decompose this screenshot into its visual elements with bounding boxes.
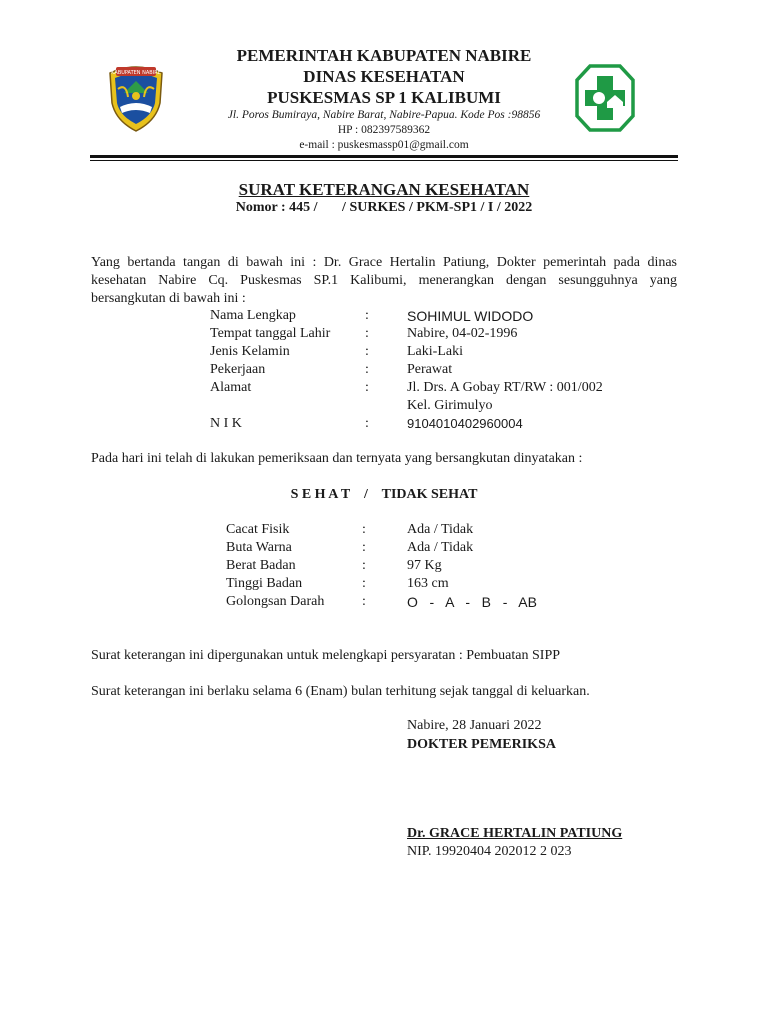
- identity-value-birth: Nabire, 04-02-1996: [407, 326, 518, 341]
- signer-role: DOKTER PEMERIKSA: [407, 737, 556, 752]
- health-status: S E H A T / TIDAK SEHAT: [290, 487, 478, 502]
- health-value-height: 163 cm: [407, 576, 449, 591]
- intro-paragraph: Yang bertanda tangan di bawah ini : Dr. Grace Hertalin Patiung, Dokter pemerintah pada dinas kesehatan Nabire Cq. Puskesmas SP.1 Kalibumi, menerangkan dengan sesungguhnya yang bersangkutan di bawah ini :: [91, 255, 677, 306]
- purpose-statement: Surat keterangan ini dipergunakan untuk melengkapi persyaratan : Pembuatan SIPP: [91, 648, 561, 663]
- identity-colon: :: [365, 308, 369, 323]
- health-label-weight: Berat Badan: [226, 558, 296, 573]
- health-value-weight: 97 Kg: [407, 558, 442, 573]
- health-label-disability: Cacat Fisik: [226, 522, 290, 537]
- identity-colon: :: [365, 380, 369, 395]
- identity-label-nik: N I K: [210, 416, 242, 431]
- health-colon: :: [362, 576, 366, 591]
- exam-statement: Pada hari ini telah di lakukan pemeriksaan dan ternyata yang bersangkutan dinyatakan :: [91, 451, 583, 466]
- header-address: Jl. Poros Bumiraya, Nabire Barat, Nabire-Papua. Kode Pos :98856: [227, 109, 541, 121]
- health-value-color-blind: Ada / Tidak: [407, 540, 474, 555]
- identity-value-name: SOHIMUL WIDODO: [407, 308, 534, 324]
- identity-colon: :: [365, 362, 369, 377]
- health-label-blood-type: Golongsan Darah: [226, 594, 325, 609]
- place-date: Nabire, 28 Januari 2022: [407, 718, 542, 733]
- identity-label-address: Alamat: [210, 380, 252, 395]
- identity-colon: :: [365, 416, 369, 431]
- health-colon: :: [362, 540, 366, 555]
- health-value-disability: Ada / Tidak: [407, 522, 474, 537]
- header-divider-thin: [90, 160, 678, 161]
- health-colon: :: [362, 522, 366, 537]
- header-line-agency: DINAS KESEHATAN: [303, 67, 465, 86]
- signer-name: Dr. GRACE HERTALIN PATIUNG: [407, 826, 623, 841]
- header-email: e-mail : puskesmassp01@gmail.com: [299, 139, 469, 151]
- health-colon: :: [362, 558, 366, 573]
- health-label-height: Tinggi Badan: [226, 576, 303, 591]
- health-colon: :: [362, 594, 366, 609]
- health-label-color-blind: Buta Warna: [226, 540, 292, 555]
- identity-label-birth: Tempat tanggal Lahir: [210, 326, 331, 341]
- puskesmas-logo: [575, 64, 635, 132]
- identity-value-address: Jl. Drs. A Gobay RT/RW : 001/002: [407, 380, 603, 395]
- header-line-government: PEMERINTAH KABUPATEN NABIRE: [236, 46, 532, 65]
- header-phone: HP : 082397589362: [337, 124, 431, 136]
- identity-colon: :: [365, 344, 369, 359]
- signer-nip: NIP. 19920404 202012 2 023: [407, 844, 572, 859]
- document-number: Nomor : 445 / / SURKES / PKM-SP1 / I / 2022: [235, 200, 533, 215]
- identity-value-nik: 9104010402960004: [407, 416, 523, 431]
- identity-value-address-2: Kel. Girimulyo: [407, 398, 493, 413]
- identity-label-occupation: Pekerjaan: [210, 362, 266, 377]
- identity-label-name: Nama Lengkap: [210, 308, 296, 323]
- emblem-banner-text: KABUPATEN NABIRE: [111, 70, 161, 76]
- header-divider-thick: [90, 155, 678, 158]
- identity-value-occupation: Perawat: [407, 362, 453, 377]
- identity-label-gender: Jenis Kelamin: [210, 344, 290, 359]
- health-value-blood-type: O - A - B - AB: [407, 594, 537, 610]
- identity-colon: :: [365, 326, 369, 341]
- document-title: SURAT KETERANGAN KESEHATAN: [238, 180, 530, 199]
- validity-statement: Surat keterangan ini berlaku selama 6 (Enam) bulan terhitung sejak tanggal di keluarkan.: [91, 684, 590, 699]
- header-line-puskesmas: PUSKESMAS SP 1 KALIBUMI: [267, 88, 501, 107]
- identity-value-gender: Laki-Laki: [407, 344, 463, 359]
